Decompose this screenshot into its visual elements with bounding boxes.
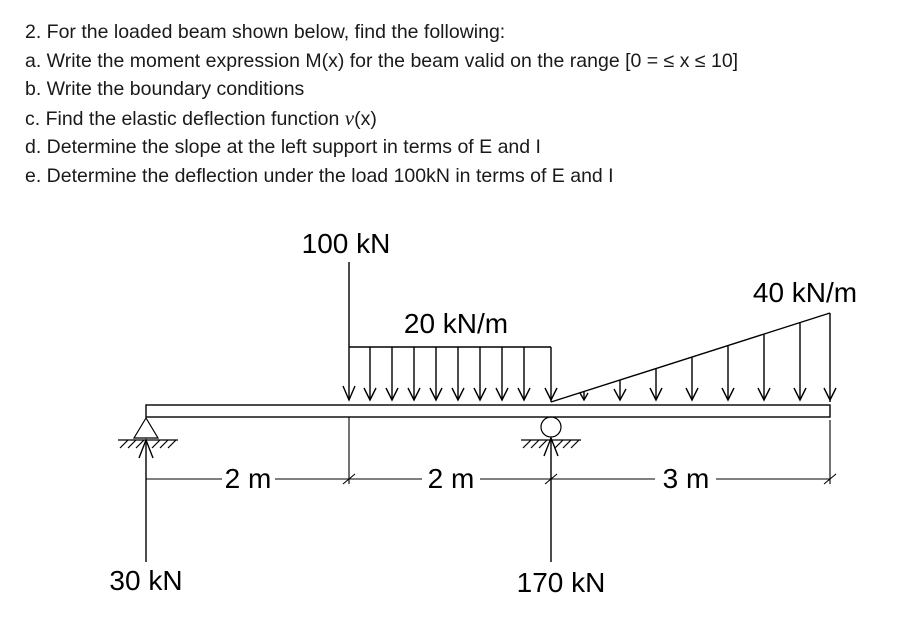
udl-arrows (343, 347, 557, 400)
part-c-prefix: c. Find the elastic deflection function (25, 107, 345, 130)
left-reaction-arrow (139, 440, 153, 562)
triangular-load-label: 40 kN/m (752, 277, 858, 308)
part-e-text: e. Determine the deflection under the load 100kN in terms of E and I (25, 164, 614, 187)
part-b-text: b. Write the boundary conditions (25, 78, 305, 101)
problem-heading: 2. For the loaded beam shown below, find the following: (25, 21, 506, 43)
udl-label: 20 kN/m (403, 308, 509, 339)
span-label-1: 2 m (224, 463, 272, 494)
span-label-3: 3 m (662, 463, 710, 494)
part-a-text: a. Write the moment expression M(x) for the beam valid on the range [0 = ≤ x ≤ 10] (25, 49, 739, 72)
right-reaction-label: 170 kN (516, 567, 606, 598)
triangular-load (551, 313, 836, 402)
triangular-load-arrows (580, 322, 836, 400)
span-label-2: 2 m (427, 463, 475, 494)
right-reaction-arrow (544, 438, 558, 562)
beam (146, 405, 830, 417)
udl-load (343, 347, 557, 402)
point-load-label: 100 kN (301, 228, 391, 259)
deflection-symbol: v (344, 105, 355, 130)
left-reaction-label: 30 kN (109, 565, 183, 596)
part-c-suffix: (x) (354, 107, 377, 130)
part-d-text: d. Determine the slope at the left support in terms of E and I (25, 136, 541, 159)
